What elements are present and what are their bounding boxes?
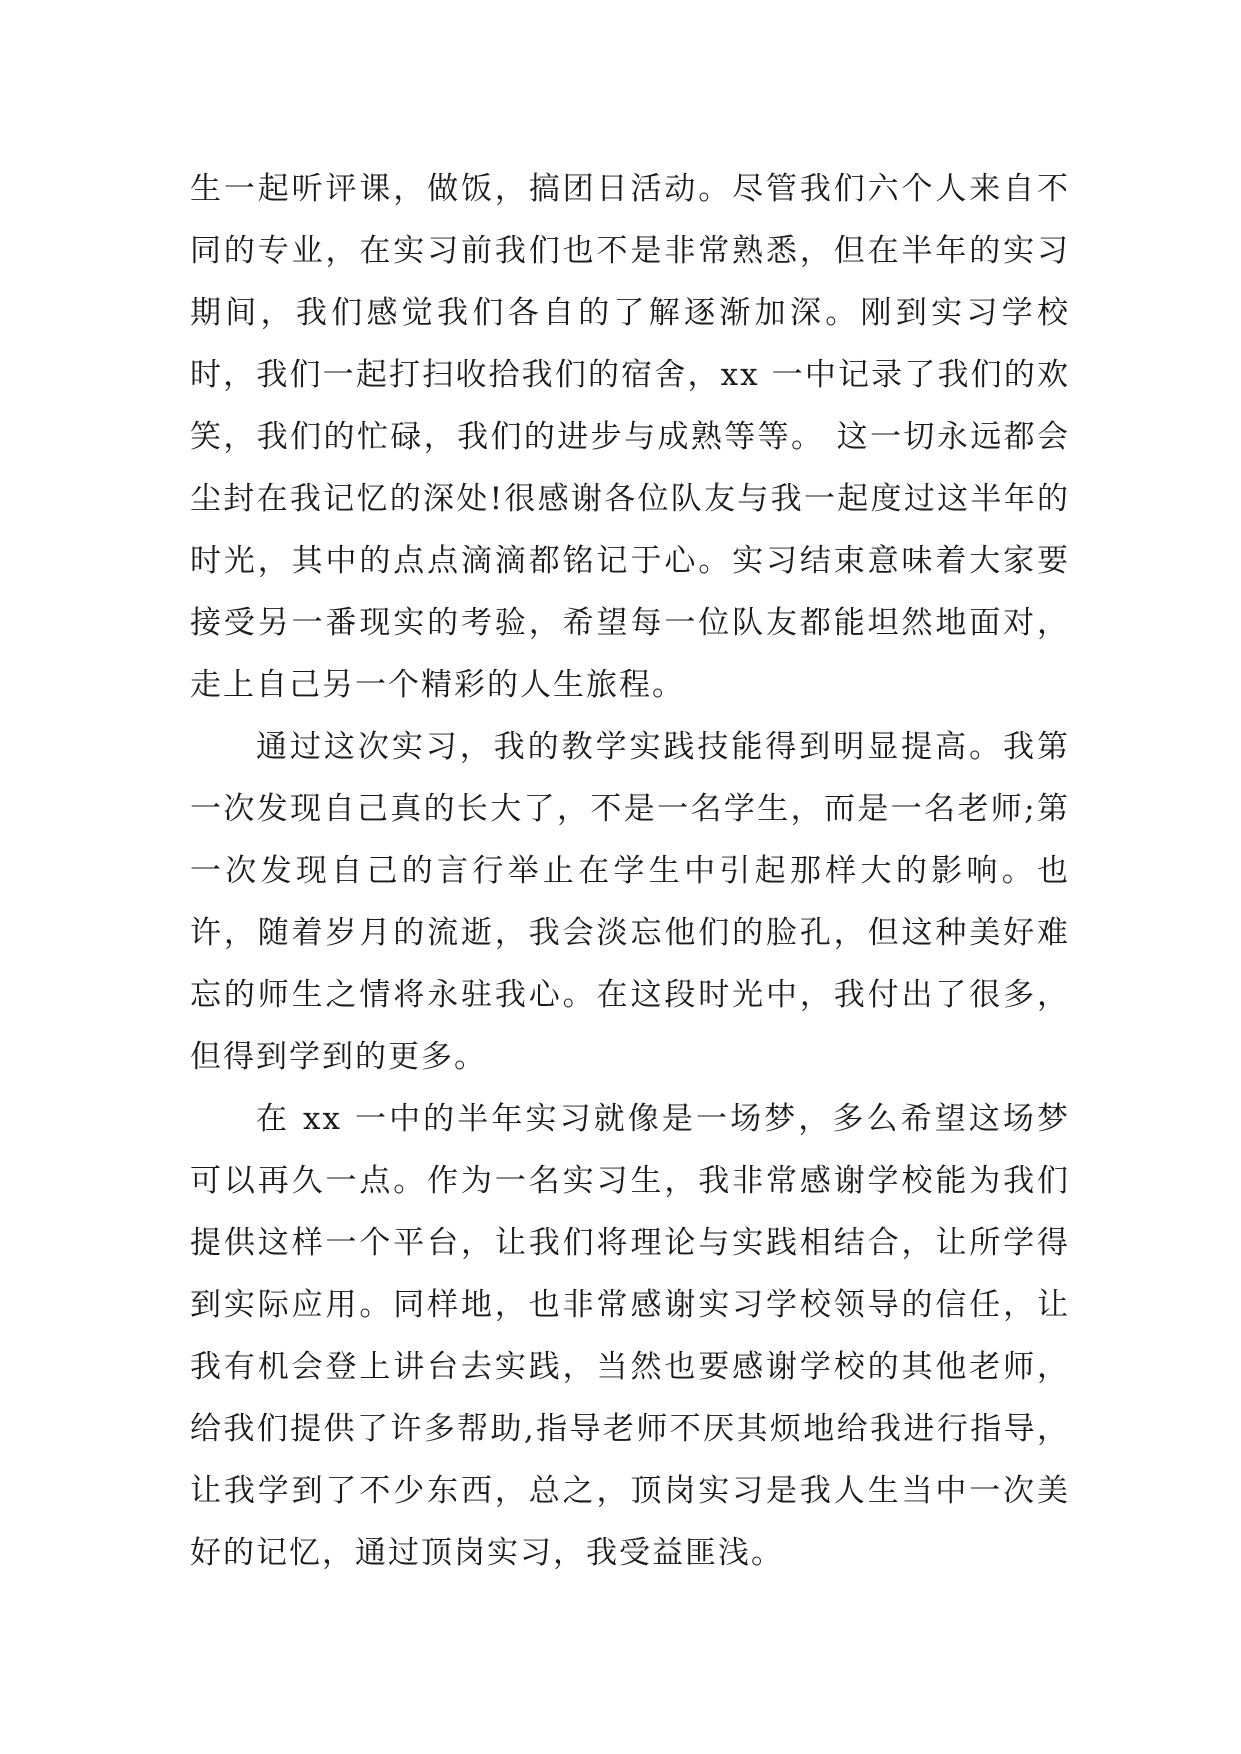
document-body xyxy=(190,158,1070,1584)
paragraph-3: 在 xx 一中的半年实习就像是一场梦，多么希望这场梦可以再久一点。作为一名实习生，我非常感谢学校能为我们提供这样一个平台，让我们将理论与实践相结合，让所学得到实际应用。同样地，也非常感谢实习学校领导的信任，让我有机会登上讲台去实践，当然也要感谢学校的其他老师，给我们提供了许多帮助,指导老师不厌其烦地给我进行指导，让我学到了不少东西，总之，顶岗实习是我人生当中一次美好的记忆，通过顶岗实习，我受益匪浅。 xyxy=(190,1101,1070,1571)
paragraph-1: 生一起听评课，做饭，搞团日活动。尽管我们六个人来自不同的专业，在实习前我们也不是非常熟悉，但在半年的实习期间，我们感觉我们各自的了解逐渐加深。刚到实习学校时，我们一起打扫收拾我们的宿舍，xx 一中记录了我们的欢笑，我们的忙碌，我们的进步与成熟等等。 这一切永远都会尘封在我记忆的深处!很感谢各位队友与我一起度过这半年的时光，其中的点点滴滴都铭记于心。实习结束意味着大家要接受另一番现实的考验，希望每一位队友都能坦然地面对，走上自己另一个精彩的人生旅程。 xyxy=(190,171,1070,703)
paragraph-2: 通过这次实习，我的教学实践技能得到明显提高。我第一次发现自己真的长大了，不是一名学生，而是一名老师;第一次发现自己的言行举止在学生中引起那样大的影响。也许，随着岁月的流逝，我会淡忘他们的脸孔，但这种美好难忘的师生之情将永驻我心。在这段时光中，我付出了很多，但得到学到的更多。 xyxy=(190,729,1070,1075)
